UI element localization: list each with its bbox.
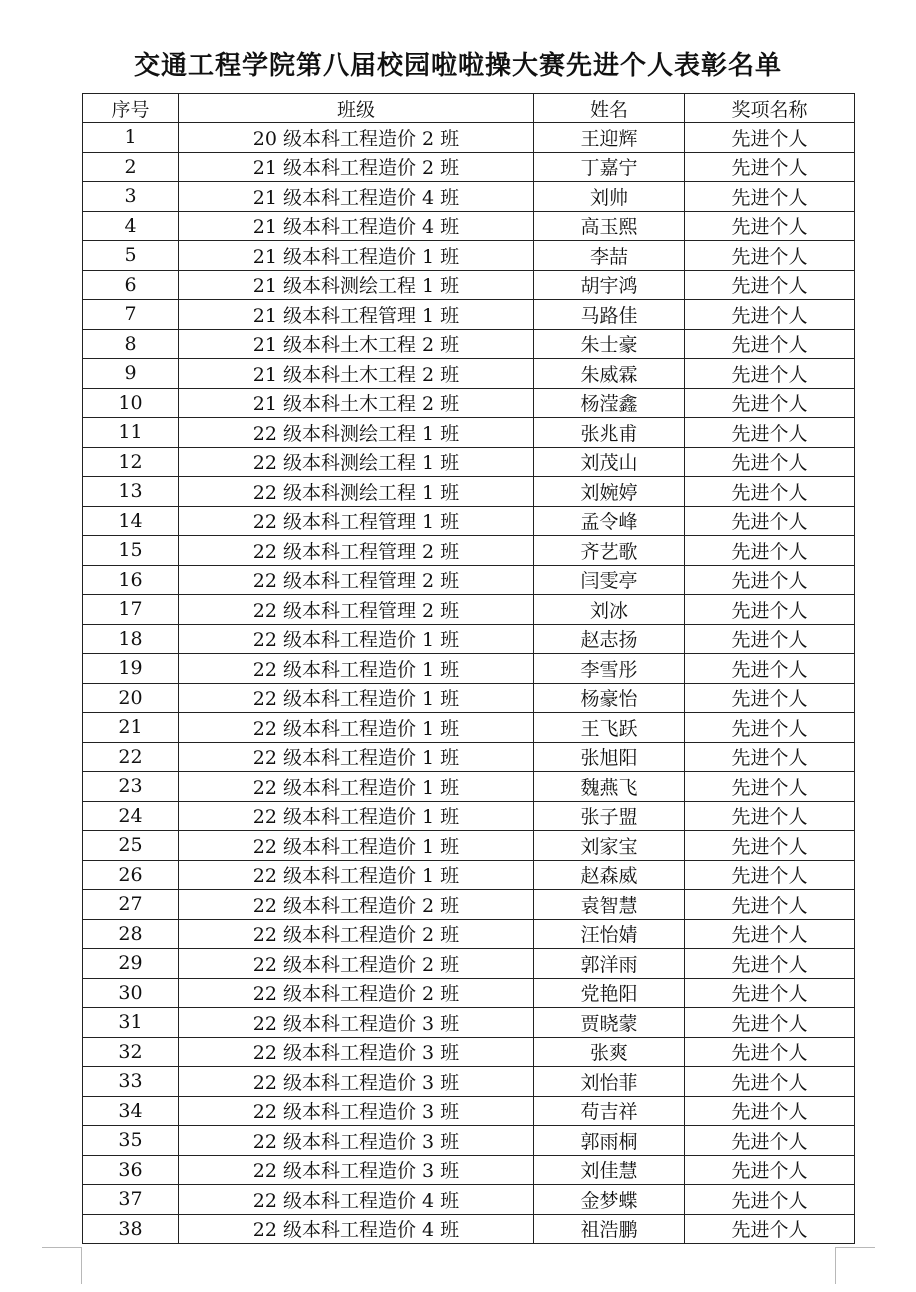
table-row — [83, 418, 855, 448]
cell-name: 贾晓蒙 — [534, 1008, 685, 1038]
header-award-name: 奖项名称 — [685, 94, 855, 123]
cell-award-name: 先进个人 — [685, 1126, 855, 1156]
cell-class: 22 级本科工程造价 2 班 — [179, 890, 534, 920]
cell-name: 丁嘉宁 — [534, 152, 685, 182]
cell-award-name: 先进个人 — [685, 565, 855, 595]
cell-name: 苟吉祥 — [534, 1096, 685, 1126]
cell-serial-number: 1 — [83, 123, 179, 153]
table-row — [83, 683, 855, 713]
cell-name: 朱士豪 — [534, 329, 685, 359]
table-row — [83, 919, 855, 949]
cell-class: 22 级本科工程造价 1 班 — [179, 742, 534, 772]
cell-serial-number: 17 — [83, 595, 179, 625]
table-row — [83, 890, 855, 920]
award-roster-table — [82, 93, 855, 1244]
cell-class: 22 级本科工程造价 1 班 — [179, 683, 534, 713]
document-title: 交通工程学院第八届校园啦啦操大赛先进个人表彰名单 — [133, 51, 782, 81]
cell-serial-number: 19 — [83, 654, 179, 684]
table-row — [83, 152, 855, 182]
cell-award-name: 先进个人 — [685, 506, 855, 536]
cell-award-name: 先进个人 — [685, 1214, 855, 1244]
table-row — [83, 831, 855, 861]
table-row — [83, 860, 855, 890]
cell-award-name: 先进个人 — [685, 654, 855, 684]
cell-award-name: 先进个人 — [685, 624, 855, 654]
cell-name: 袁智慧 — [534, 890, 685, 920]
cell-award-name: 先进个人 — [685, 860, 855, 890]
cell-serial-number: 15 — [83, 536, 179, 566]
cell-class: 22 级本科工程造价 1 班 — [179, 654, 534, 684]
cell-class: 22 级本科工程造价 3 班 — [179, 1067, 534, 1097]
cell-name: 张子盟 — [534, 801, 685, 831]
cell-award-name: 先进个人 — [685, 1067, 855, 1097]
table-body — [83, 123, 855, 1244]
table-row — [83, 329, 855, 359]
cell-award-name: 先进个人 — [685, 1096, 855, 1126]
page-corner-mark-right — [835, 1247, 875, 1284]
table-row — [83, 506, 855, 536]
table-row — [83, 123, 855, 153]
cell-name: 刘佳慧 — [534, 1155, 685, 1185]
cell-class: 21 级本科土木工程 2 班 — [179, 329, 534, 359]
cell-name: 杨豪怡 — [534, 683, 685, 713]
cell-award-name: 先进个人 — [685, 713, 855, 743]
cell-class: 21 级本科土木工程 2 班 — [179, 388, 534, 418]
cell-class: 22 级本科工程管理 2 班 — [179, 595, 534, 625]
table-header-row — [83, 94, 855, 123]
cell-class: 21 级本科工程造价 4 班 — [179, 182, 534, 212]
cell-serial-number: 29 — [83, 949, 179, 979]
cell-serial-number: 7 — [83, 300, 179, 330]
cell-serial-number: 20 — [83, 683, 179, 713]
cell-name: 王迎辉 — [534, 123, 685, 153]
cell-name: 刘婉婷 — [534, 477, 685, 507]
cell-serial-number: 35 — [83, 1126, 179, 1156]
table-row — [83, 654, 855, 684]
cell-award-name: 先进个人 — [685, 949, 855, 979]
cell-award-name: 先进个人 — [685, 152, 855, 182]
cell-class: 22 级本科工程造价 1 班 — [179, 860, 534, 890]
table-row — [83, 772, 855, 802]
cell-name: 张兆甫 — [534, 418, 685, 448]
cell-name: 高玉熙 — [534, 211, 685, 241]
cell-award-name: 先进个人 — [685, 1037, 855, 1067]
cell-serial-number: 8 — [83, 329, 179, 359]
cell-class: 22 级本科工程造价 1 班 — [179, 624, 534, 654]
table-row — [83, 1214, 855, 1244]
cell-class: 22 级本科工程管理 1 班 — [179, 506, 534, 536]
cell-class: 22 级本科工程造价 3 班 — [179, 1008, 534, 1038]
table-row — [83, 801, 855, 831]
cell-serial-number: 26 — [83, 860, 179, 890]
cell-name: 郭洋雨 — [534, 949, 685, 979]
table-row — [83, 624, 855, 654]
table-row — [83, 536, 855, 566]
cell-name: 魏燕飞 — [534, 772, 685, 802]
cell-serial-number: 4 — [83, 211, 179, 241]
cell-serial-number: 23 — [83, 772, 179, 802]
cell-class: 22 级本科工程造价 3 班 — [179, 1126, 534, 1156]
cell-class: 21 级本科测绘工程 1 班 — [179, 270, 534, 300]
table-row — [83, 949, 855, 979]
cell-name: 王飞跃 — [534, 713, 685, 743]
cell-name: 刘茂山 — [534, 447, 685, 477]
cell-class: 22 级本科工程造价 3 班 — [179, 1096, 534, 1126]
cell-serial-number: 38 — [83, 1214, 179, 1244]
cell-name: 马路佳 — [534, 300, 685, 330]
cell-serial-number: 25 — [83, 831, 179, 861]
cell-serial-number: 31 — [83, 1008, 179, 1038]
cell-name: 郭雨桐 — [534, 1126, 685, 1156]
cell-name: 朱威霖 — [534, 359, 685, 389]
cell-class: 22 级本科工程造价 1 班 — [179, 713, 534, 743]
cell-award-name: 先进个人 — [685, 300, 855, 330]
cell-serial-number: 18 — [83, 624, 179, 654]
cell-name: 李雪彤 — [534, 654, 685, 684]
cell-class: 20 级本科工程造价 2 班 — [179, 123, 534, 153]
cell-award-name: 先进个人 — [685, 831, 855, 861]
cell-name: 金梦蝶 — [534, 1185, 685, 1215]
table-row — [83, 1067, 855, 1097]
cell-serial-number: 21 — [83, 713, 179, 743]
header-name: 姓名 — [534, 94, 685, 123]
table-row — [83, 300, 855, 330]
table-row — [83, 1155, 855, 1185]
table-row — [83, 388, 855, 418]
cell-award-name: 先进个人 — [685, 772, 855, 802]
page-corner-mark-left — [42, 1247, 82, 1284]
table-row — [83, 1185, 855, 1215]
cell-class: 22 级本科测绘工程 1 班 — [179, 447, 534, 477]
cell-award-name: 先进个人 — [685, 536, 855, 566]
cell-name: 齐艺歌 — [534, 536, 685, 566]
cell-award-name: 先进个人 — [685, 211, 855, 241]
cell-serial-number: 10 — [83, 388, 179, 418]
cell-class: 21 级本科土木工程 2 班 — [179, 359, 534, 389]
table-row — [83, 270, 855, 300]
cell-class: 22 级本科工程造价 1 班 — [179, 831, 534, 861]
cell-serial-number: 34 — [83, 1096, 179, 1126]
cell-serial-number: 22 — [83, 742, 179, 772]
cell-award-name: 先进个人 — [685, 801, 855, 831]
cell-award-name: 先进个人 — [685, 1185, 855, 1215]
table-row — [83, 1096, 855, 1126]
cell-award-name: 先进个人 — [685, 890, 855, 920]
cell-class: 22 级本科工程造价 2 班 — [179, 919, 534, 949]
cell-class: 22 级本科工程造价 4 班 — [179, 1185, 534, 1215]
cell-class: 21 级本科工程造价 2 班 — [179, 152, 534, 182]
cell-serial-number: 30 — [83, 978, 179, 1008]
cell-serial-number: 12 — [83, 447, 179, 477]
cell-serial-number: 14 — [83, 506, 179, 536]
cell-name: 赵森威 — [534, 860, 685, 890]
cell-award-name: 先进个人 — [685, 742, 855, 772]
cell-class: 21 级本科工程造价 4 班 — [179, 211, 534, 241]
table-row — [83, 241, 855, 271]
cell-name: 祖浩鹏 — [534, 1214, 685, 1244]
table-row — [83, 211, 855, 241]
cell-name: 赵志扬 — [534, 624, 685, 654]
cell-name: 党艳阳 — [534, 978, 685, 1008]
cell-serial-number: 16 — [83, 565, 179, 595]
table-row — [83, 565, 855, 595]
cell-class: 22 级本科工程造价 1 班 — [179, 772, 534, 802]
cell-serial-number: 36 — [83, 1155, 179, 1185]
cell-name: 刘家宝 — [534, 831, 685, 861]
table-row — [83, 742, 855, 772]
cell-class: 22 级本科工程造价 1 班 — [179, 801, 534, 831]
table-row — [83, 359, 855, 389]
cell-class: 22 级本科测绘工程 1 班 — [179, 418, 534, 448]
cell-award-name: 先进个人 — [685, 683, 855, 713]
cell-award-name: 先进个人 — [685, 1008, 855, 1038]
cell-serial-number: 28 — [83, 919, 179, 949]
cell-name: 张爽 — [534, 1037, 685, 1067]
cell-award-name: 先进个人 — [685, 182, 855, 212]
cell-award-name: 先进个人 — [685, 477, 855, 507]
cell-serial-number: 32 — [83, 1037, 179, 1067]
cell-serial-number: 9 — [83, 359, 179, 389]
cell-award-name: 先进个人 — [685, 241, 855, 271]
cell-name: 闫雯亭 — [534, 565, 685, 595]
cell-serial-number: 5 — [83, 241, 179, 271]
cell-award-name: 先进个人 — [685, 270, 855, 300]
cell-name: 汪怡婧 — [534, 919, 685, 949]
cell-serial-number: 6 — [83, 270, 179, 300]
table-row — [83, 477, 855, 507]
table-row — [83, 1037, 855, 1067]
table-row — [83, 978, 855, 1008]
cell-name: 孟令峰 — [534, 506, 685, 536]
cell-name: 刘怡菲 — [534, 1067, 685, 1097]
cell-serial-number: 3 — [83, 182, 179, 212]
table-row — [83, 595, 855, 625]
cell-serial-number: 27 — [83, 890, 179, 920]
cell-serial-number: 2 — [83, 152, 179, 182]
cell-serial-number: 37 — [83, 1185, 179, 1215]
cell-award-name: 先进个人 — [685, 919, 855, 949]
cell-award-name: 先进个人 — [685, 978, 855, 1008]
header-serial-number: 序号 — [83, 94, 179, 123]
header-class: 班级 — [179, 94, 534, 123]
cell-name: 刘冰 — [534, 595, 685, 625]
cell-class: 22 级本科工程造价 2 班 — [179, 978, 534, 1008]
cell-class: 22 级本科工程造价 4 班 — [179, 1214, 534, 1244]
cell-serial-number: 13 — [83, 477, 179, 507]
cell-award-name: 先进个人 — [685, 1155, 855, 1185]
table-row — [83, 1008, 855, 1038]
table-row — [83, 182, 855, 212]
cell-award-name: 先进个人 — [685, 329, 855, 359]
cell-award-name: 先进个人 — [685, 123, 855, 153]
cell-class: 22 级本科工程管理 2 班 — [179, 536, 534, 566]
cell-class: 22 级本科工程造价 2 班 — [179, 949, 534, 979]
table-row — [83, 1126, 855, 1156]
cell-class: 21 级本科工程造价 1 班 — [179, 241, 534, 271]
table-row — [83, 713, 855, 743]
cell-award-name: 先进个人 — [685, 359, 855, 389]
cell-class: 22 级本科工程造价 3 班 — [179, 1155, 534, 1185]
cell-award-name: 先进个人 — [685, 447, 855, 477]
cell-name: 张旭阳 — [534, 742, 685, 772]
cell-class: 22 级本科工程造价 3 班 — [179, 1037, 534, 1067]
cell-serial-number: 24 — [83, 801, 179, 831]
cell-name: 刘帅 — [534, 182, 685, 212]
cell-serial-number: 11 — [83, 418, 179, 448]
cell-serial-number: 33 — [83, 1067, 179, 1097]
cell-name: 李喆 — [534, 241, 685, 271]
cell-award-name: 先进个人 — [685, 418, 855, 448]
cell-class: 21 级本科工程管理 1 班 — [179, 300, 534, 330]
cell-name: 胡宇鸿 — [534, 270, 685, 300]
table-row — [83, 447, 855, 477]
cell-name: 杨滢鑫 — [534, 388, 685, 418]
cell-award-name: 先进个人 — [685, 595, 855, 625]
cell-class: 22 级本科测绘工程 1 班 — [179, 477, 534, 507]
cell-award-name: 先进个人 — [685, 388, 855, 418]
cell-class: 22 级本科工程管理 2 班 — [179, 565, 534, 595]
